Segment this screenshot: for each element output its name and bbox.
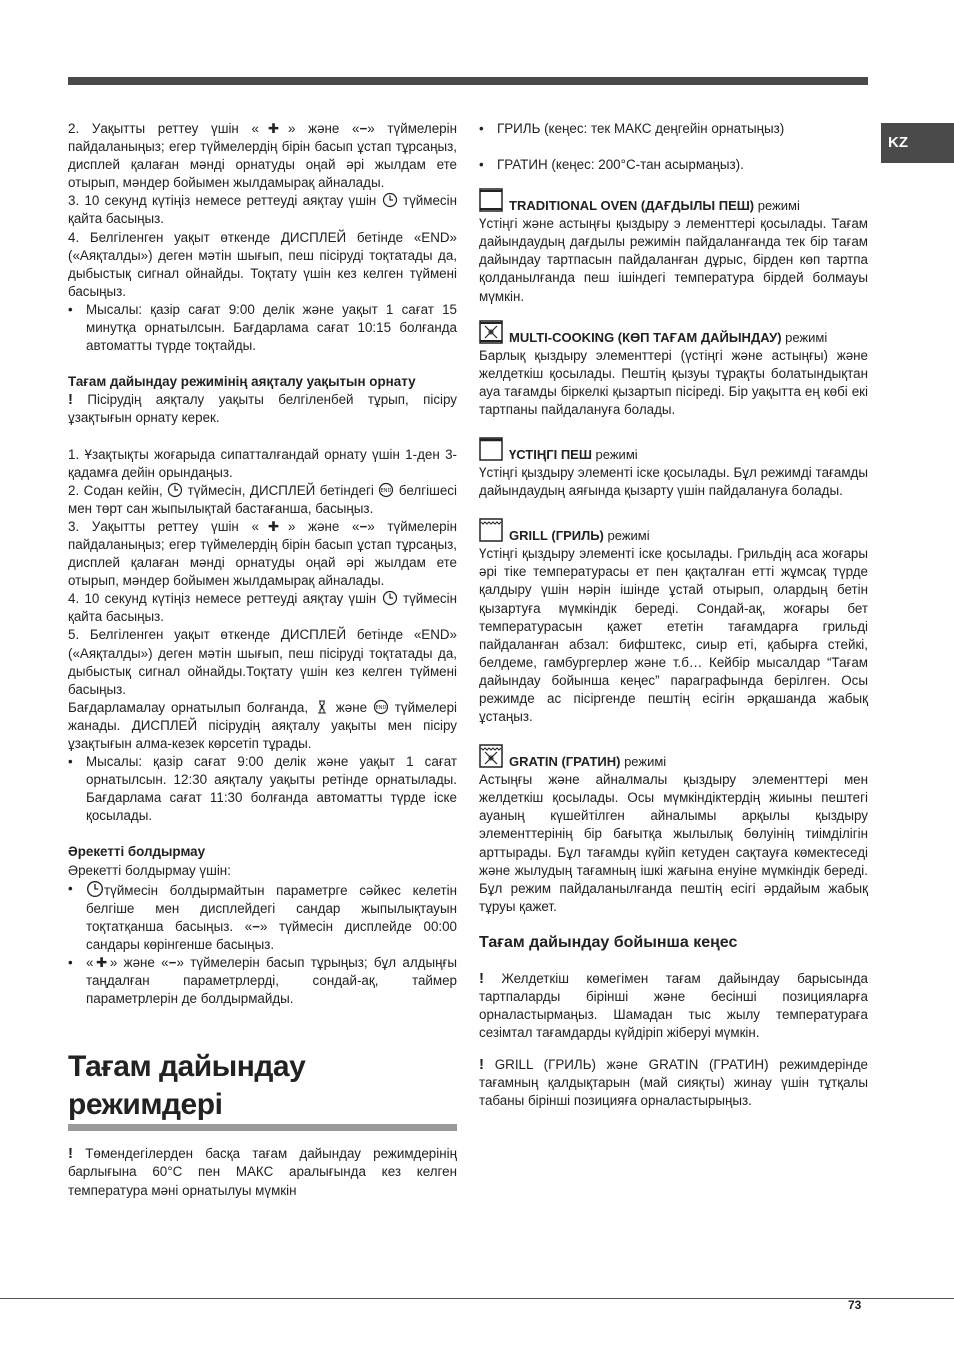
end-step-1: 1. Ұзақтықты жоғарыда сипатталғандай орнату үшін 1-ден 3-қадамға дейін орындаңыз.	[68, 446, 457, 480]
cancel-intro: Әрекетті болдырмау үшін:	[68, 862, 231, 878]
clock-icon	[382, 192, 398, 208]
mode-multi-cooking: MULTI-COOKING (КӨП ТАҒАМ ДАЙЫНДАУ) режимі Барлық қыздыру элементтері (үстіңгі және астыңғы) және желдеткіш қосылады. Пештің қызуы тұрақты болатындықтан ауа тағамды біркелкі қызартып пісіреді. Бір уақытта ең көбі екі тартпаны пайдалануға болады.	[479, 320, 868, 419]
svg-text:END: END	[381, 487, 392, 494]
end-step-3: 3. Уақытты реттеу үшін «✚» және «−» түймелерін пайдаланыңыз; егер түймелердің бірін басып ұстап тұрсаңыз, дисплей қалаған мәнді орнатуды оңай әрі жылдам ете отырып, мәндер бойымен жылдамырақ айналады.	[68, 518, 457, 589]
footer-line	[0, 1298, 954, 1299]
mode-top-oven: ҮСТІҢГІ ПЕШ режимі Үстіңгі қыздыру элементі іске қосылады. Бұл режимді тағамды дайындаудың аяғында қызарту үшін пайдалануға болады.	[479, 437, 868, 500]
mode-traditional-oven: TRADITIONAL OVEN (ДАҒДЫЛЫ ПЕШ) режимі Үстіңгі және астыңғы қыздыру э лементтері қосылады. Тағам дайындаудың дағдылы режимін пайдаланғанда тек бір тағам дайындау тартпасын пайдаланған дұрыс, бірден көп тартпа қолданылғанда пеш ішіндегі температура бірдей болмауы мүмкін.	[479, 188, 868, 305]
step-4-end: 4. Белгіленген уақыт өткенде ДИСПЛЕЙ бетінде «END» («Аяқталды») деген мәтін шығып, пеш пісіруді тоқтатады да, дыбыстық сигнал ойнайды. Тоқтату үшін кез келген түймені басыңыз.	[68, 229, 457, 299]
plus-icon: ✚	[258, 121, 289, 136]
end-icon	[378, 482, 394, 498]
end-step-2: 2. Содан кейін, түймесін, ДИСПЛЕЙ бетіндегі END белгішесі мен төрт сан жыпылықтай бастағанша, басыңыз.	[68, 482, 457, 516]
temperature-note: ! Төмендегілерден басқа тағам дайындау режимдерінің барлығына 60°C пен МАКС аралығында кез келген температура мәні орнатылуы мүмкін	[68, 1145, 457, 1198]
header-bar	[68, 77, 868, 85]
heading-cancel: Әрекетті болдырмау	[68, 844, 206, 860]
step-3-wait: 3. 10 секунд күтіңіз немесе реттеуді аяқтау үшін түймесін қайта басыңыз.	[68, 193, 457, 227]
cancel-bullet-2: • «✚» және «−» түймелерін басып тұрыңыз; бұл алдыңғы таңдалған параметрлерді, сондай-ақ, таймер параметрлерін де болдырмайды.	[68, 954, 457, 1008]
section-title-cooking-modes: Тағам дайындау режимдері	[68, 1048, 457, 1131]
minus-icon: −	[168, 955, 177, 971]
tip-grill-pan: ! GRILL (ГРИЛЬ) және GRATIN (ГРАТИН) режимдерінде тағамның қалдықтарын (май сияқты) жинау үшін тұтқалы табаны бірінші позицияға орналастырыңыз.	[479, 1056, 868, 1109]
top-oven-icon	[479, 437, 503, 461]
minus-icon: −	[252, 918, 260, 934]
language-tab-kz[interactable]: KZ	[881, 123, 954, 163]
end-icon	[373, 699, 389, 715]
warning-mark: !	[68, 391, 73, 409]
warning-mark: !	[479, 1056, 484, 1074]
multi-cooking-icon	[479, 320, 503, 344]
minus-icon: −	[359, 121, 368, 136]
grill-icon	[479, 518, 503, 542]
step-2-adjust: 2. Уақытты реттеу үшін «✚» және «−» түймелерін пайдаланыңыз; егер түймелердің бірін басып ұстап тұрсаңыз, дисплей қалаған мәнді орнатуды оңай әрі жылдам ете отырып, мәндер бойымен жылдамырақ айналады.	[68, 121, 457, 191]
end-step-5: 5. Белгіленген уақыт өткенде ДИСПЛЕЙ бетінде «END» («Аяқталды») деген мәтін шығып, пеш пісіруді тоқтатады да, дыбыстық сигнал ойнайды.Тоқтату үшін кез келген түймені басыңыз.	[68, 627, 457, 697]
traditional-oven-icon	[479, 188, 503, 212]
exception-grill: • ГРИЛЬ (кеңес: тек МАКС деңгейін орнатыңыз)	[479, 120, 868, 138]
tip-fan: ! Желдеткіш көмегімен тағам дайындау барысында тартпаларды бірінші және бесінші позицияларға орналастырмаңыз. Шамадан тыс жылу температураға сезімтал тағамдарды күйдіріп жіберуі мүмкін.	[479, 969, 868, 1041]
warning-mark: !	[479, 969, 484, 987]
mode-description: Үстіңгі және астыңғы қыздыру э лементтері қосылады. Тағам дайындаудың дағдылы режимін пайдаланғанда тек бір тағам дайындау тартпасын пайдаланған дұрыс, бірден көп тартпа қолданылғанда пеш ішіндегі температура бірдей болмауы мүмкін.	[479, 216, 868, 304]
page-number: 73	[848, 1298, 862, 1312]
right-column	[479, 120, 868, 1111]
example-2: • Мысалы: қазір сағат 9:00 делік және уақыт 1 сағат орнатылсын. 12:30 аяқталу уақыты ретінде орнатылады. Бағдарлама сағат 11:30 болғанда автоматты түрде іске қосылады.	[68, 753, 457, 825]
heading-end-time: Тағам дайындау режимінің аяқталу уақытын орнату	[68, 374, 416, 390]
cancel-bullet-1: • түймесін болдырмайтын параметрге сәйкес келетін белгіше мен дисплейдегі сандар жыпылықтауын тоқтатқанша басыңыз. «−» түймесін дисплейде 00:00 сандары көрінгенше басыңыз.	[68, 880, 457, 954]
end-step-4: 4. 10 секунд күтіңіз немесе реттеуді аяқтау үшін түймесін қайта басыңыз.	[68, 591, 457, 625]
plus-icon: ✚	[258, 518, 289, 534]
left-column	[68, 120, 457, 1200]
minus-icon: −	[359, 518, 368, 534]
clock-icon	[86, 880, 104, 898]
cooking-duration-icon	[314, 699, 330, 715]
warning-mark: !	[68, 1145, 73, 1163]
exception-gratin: • ГРАТИН (кеңес: 200°C-тан асырмаңыз).	[479, 156, 868, 174]
mode-description: Үстіңгі қыздыру элементі іске қосылады. Бұл режимді тағамды дайындаудың аяғында қызарту үшін пайдалануға болады.	[479, 465, 868, 499]
mode-description: Үстіңгі қыздыру элементі іске қосылады. Грильдің аса жоғары әрі тіке температурасы ет пен қақталған етті жұмсақ түрде қалдыру үшін нәрін ішінде ұстай отырып, олардың бетін қызартуға мүмкіндік береді. Сондай-ақ, жоғары бет температурасын қажет ететін тағамдарға грильді пайдаланған абзал: бифштекс, сиыр еті, қабырға стейкі, белдеме, гамбургерлер және т.б… Кейбір мысалдар “Тағам дайындау бойынша кеңес” параграфында берілген. Осы режимде ас пісіргенде пештің есігін әрқашанда жабық ұстаңыз.	[479, 546, 868, 725]
clock-icon	[167, 482, 183, 498]
example-1: • Мысалы: қазір сағат 9:00 делік және уақыт 1 сағат 15 минутқа орнатылсын. Бағдарлама сағат 10:15 болғанда автоматты түрде тоқтайды.	[68, 301, 457, 355]
mode-description: Астыңғы және айналмалы қыздыру элементтері мен желдеткіш қосылады. Осы мүмкіндіктердің жиыны пештегі ауаның күшейтілген айналымы арқылы қыздыру элементтерінің бір бағытқа жылылық бөлуінің тиімділігін арттырады. Бұл тағамды күйіп кетуден сақтауға көмектеседі және жылудың тағамның ішкі жағына енуіне мүмкіндік береді. Бұл режим пайдаланылғанда пештің есігі әрдайым жабық тұруы қажет.	[479, 772, 868, 914]
clock-icon	[382, 590, 398, 606]
gratin-icon	[479, 744, 503, 768]
note-end-time: ! Пісірудің аяқталу уақыты белгіленбей тұрып, пісіру ұзақтығын орнату керек.	[68, 391, 457, 426]
mode-description: Барлық қыздыру элементтері (үстіңгі және астыңғы) және желдеткіш қосылады. Пештің қызуы тұрақты болатындықтан ауа тағамды біркелкі қызартып пісіреді. Бір уақытта ең көбі екі тартпаны пайдалануға болады.	[479, 347, 868, 417]
heading-cooking-tips: Тағам дайындау бойынша кеңес	[479, 933, 738, 951]
mode-grill: GRILL (ГРИЛЬ) режимі Үстіңгі қыздыру элементі іске қосылады. Грильдің аса жоғары әрі тіке температурасы ет пен қақталған етті жұмсақ түрде қалдыру үшін нәрін ішінде ұстай отырып, олардың бетін қызартуға мүмкіндік береді. Сондай-ақ, жоғары бет температурасын қажет ететін тағамдарға грильді пайдаланған абзал: бифштекс, сиыр еті, қабырға стейкі, белдеме, гамбургерлер және т.б… Кейбір мысалдар “Тағам дайындау бойынша кеңес” параграфында берілген. Осы режимде ас пісіргенде пештің есігін әрқашанда жабық ұстаңыз.	[479, 518, 868, 726]
svg-text:END: END	[375, 704, 387, 711]
mode-gratin: GRATIN (ГРАТИН) режимі Астыңғы және айналмалы қыздыру элементтері мен желдеткіш қосылады. Осы мүмкіндіктердің жиыны пештегі ауаның күшейтілген айналымы арқылы қыздыру элементтерінің бір бағытқа жылылық бөлуінің тиімділігін арттырады. Бұл тағамды күйіп кетуден сақтауға көмектеседі және жылудың тағамның ішкі жағына енуіне мүмкіндік береді. Бұл режим пайдаланылғанда пештің есігі әрдайым жабық тұруы қажет.	[479, 744, 868, 916]
plus-icon: ✚	[93, 955, 110, 971]
programming-done: Бағдарламалау орнатылып болғанда, және END түймелері жанады. ДИСПЛЕЙ пісірудің аяқталу уақыты мен пісіру ұзақтығын алма-кезек көрсетіп тұрады.	[68, 699, 457, 751]
